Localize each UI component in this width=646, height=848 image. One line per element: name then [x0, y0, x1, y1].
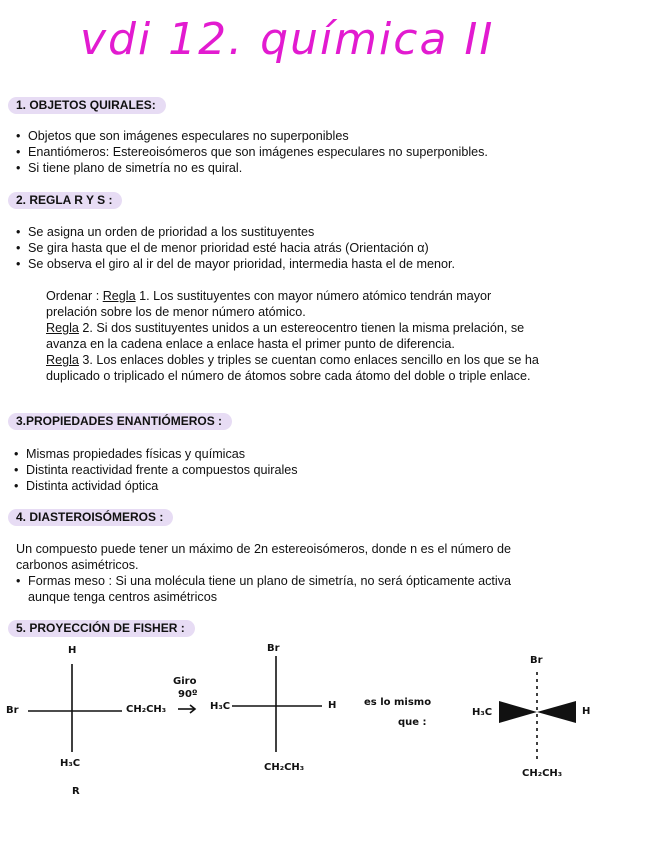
list-item: • Se observa el giro al ir del de mayor prioridad, intermedia hasta el de menor.	[16, 256, 455, 272]
list-item: • Distinta reactividad frente a compuestos quirales	[14, 462, 298, 478]
fisher-2-left: H₃C	[210, 701, 231, 712]
list-item: • Se gira hasta que el de menor prioridad esté hacia atrás (Orientación α)	[16, 240, 455, 256]
paragraph-cont: carbonos asimétricos.	[16, 558, 139, 572]
page-title: vdi 12. química II	[80, 14, 495, 65]
list-item: • Enantiómeros: Estereoisómeros que son imágenes especulares no superponibles.	[16, 144, 488, 160]
wedge-left	[499, 701, 537, 723]
fisher-1-bottom: H₃C	[60, 758, 81, 769]
rule-2-text: 2. Si dos sustituyentes unidos a un estereocentro tienen la misma prelación, se	[78, 321, 525, 335]
list-item: • Formas meso : Si una molécula tiene un plano de simetría, no será ópticamente activa	[16, 573, 511, 589]
paragraph: Un compuesto puede tener un máximo de 2n estereoisómeros, donde n es el número de	[16, 542, 511, 556]
rule-3-text: 3. Los enlaces dobles y triples se cuentan como enlaces sencillo en los que se ha	[78, 353, 539, 367]
rule-3-cont: duplicado o triplicado el número de átomos sobre cada átomo del doble o triple enlace.	[46, 369, 531, 383]
list-item: • Objetos que son imágenes especulares no superponibles	[16, 128, 488, 144]
fisher-2-bottom: CH₂CH₃	[264, 762, 305, 773]
list-item-cont: aunque tenga centros asimétricos	[28, 590, 218, 604]
fisher-3-top: Br	[530, 655, 543, 666]
fisher-3-right: H	[582, 706, 591, 717]
rule-word: Regla	[46, 353, 79, 367]
fisher-1-right: CH₂CH₃	[126, 704, 167, 715]
wedge-right	[537, 701, 576, 723]
section-5-heading: 5. PROYECCIÓN DE FISHER :	[8, 620, 195, 637]
rule-word: Regla	[102, 289, 136, 303]
arrow-label-2: 90º	[178, 689, 198, 700]
list-item: • Se asigna un orden de prioridad a los sustituyentes	[16, 224, 455, 240]
fisher-1-left: Br	[6, 705, 19, 716]
fisher-2-top: Br	[267, 643, 280, 654]
list-item: • Si tiene plano de simetría no es quiral.	[16, 160, 488, 176]
fisher-1-config: R	[72, 786, 80, 797]
rule-word: Regla	[46, 321, 79, 335]
section-4-heading: 4. DIASTEROISÓMEROS :	[8, 509, 173, 526]
fisher-3-bottom: CH₂CH₃	[522, 768, 563, 779]
rule-1-cont: prelación sobre los de menor número atómico.	[46, 305, 306, 319]
note-line-1: es lo mismo	[364, 697, 432, 708]
section-1-heading: 1. OBJETOS QUIRALES:	[8, 97, 166, 114]
order-prefix: Ordenar :	[46, 289, 103, 303]
section-2-heading: 2. REGLA R Y S :	[8, 192, 122, 209]
list-item: • Distinta actividad óptica	[14, 478, 298, 494]
fisher-3-left: H₃C	[472, 707, 493, 718]
arrow-label-1: Giro	[173, 676, 197, 687]
rule-1-text: 1. Los sustituyentes con mayor número atómico tendrán mayor	[135, 289, 492, 303]
rule-2-cont: avanza en la cadena enlace a enlace hasta el primer punto de diferencia.	[46, 337, 455, 351]
fisher-2-right: H	[328, 700, 337, 711]
fisher-1-top: H	[68, 645, 77, 656]
list-item: • Mismas propiedades físicas y químicas	[14, 446, 298, 462]
section-3-heading: 3.PROPIEDADES ENANTIÓMEROS :	[8, 413, 232, 430]
note-line-2: que :	[398, 717, 427, 728]
